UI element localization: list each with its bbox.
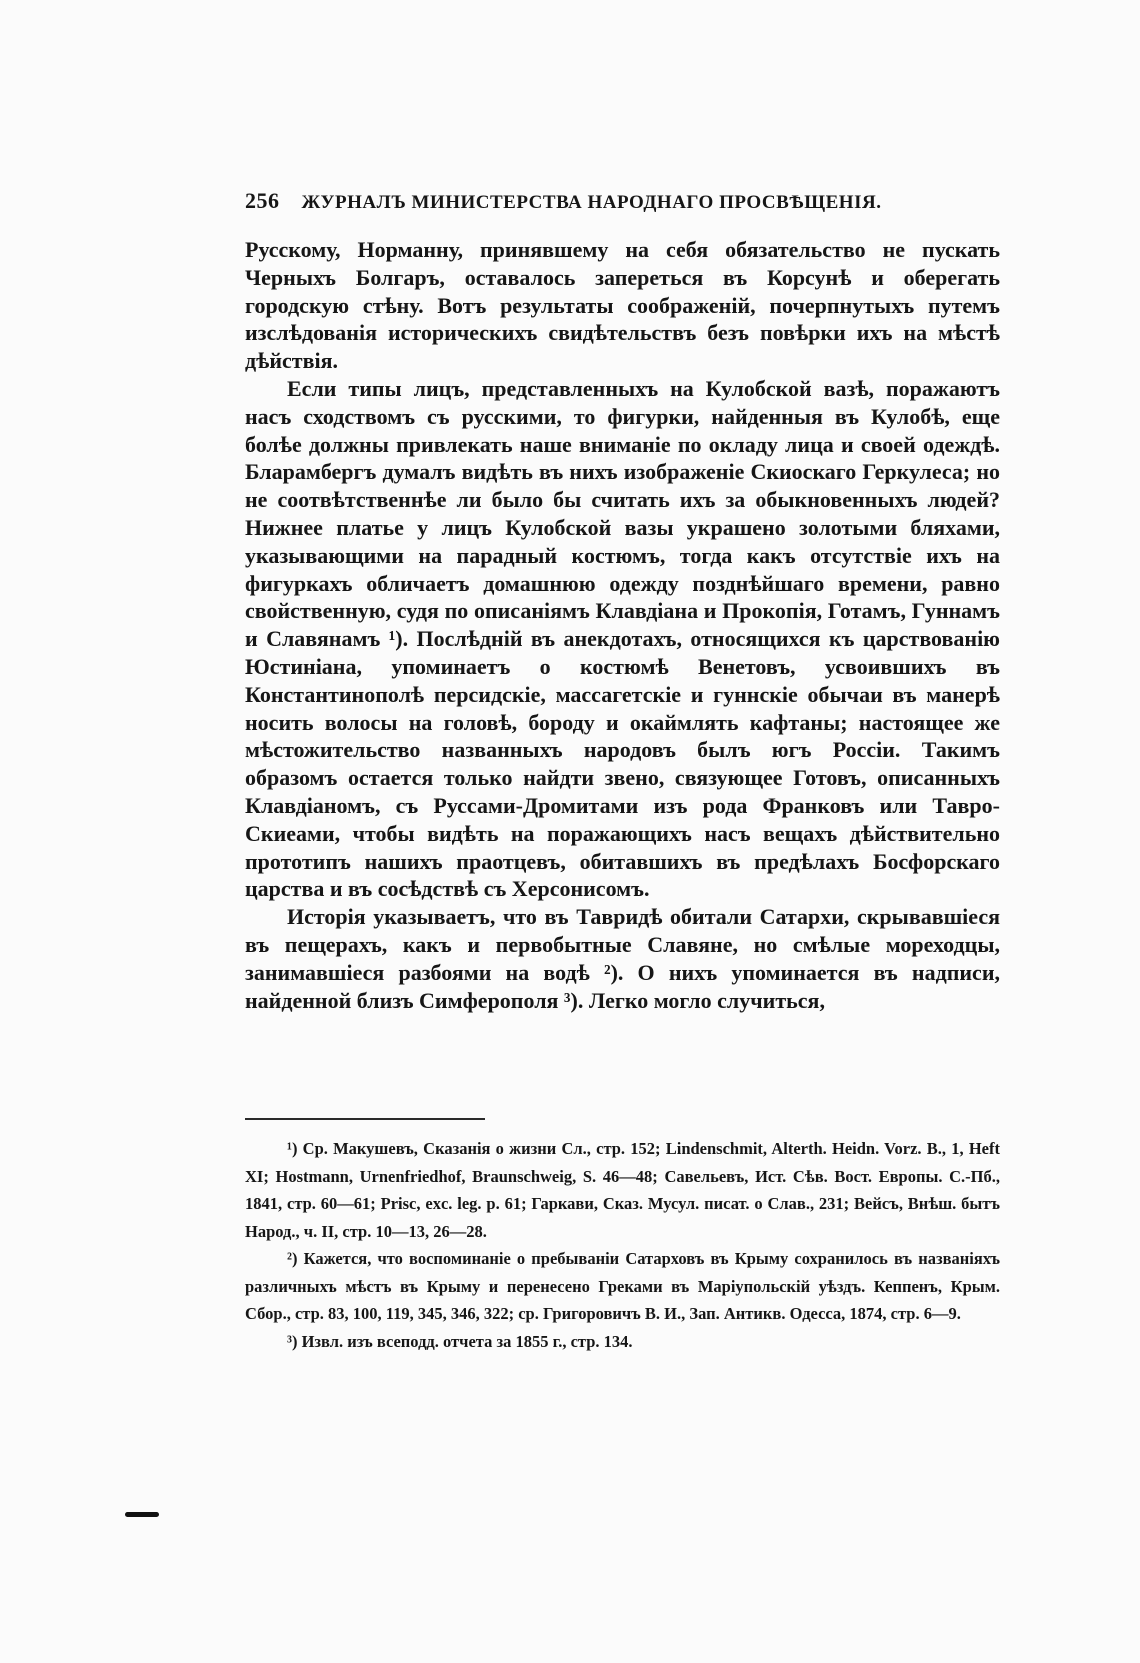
footnote: ³) Извл. изъ всеподд. отчета за 1855 г., стр. 134.: [287, 1331, 633, 1351]
footnote: ²) Кажется, что воспоминаніе о пребываніи Сатарховъ въ Крыму сохранилось въ названіяхъ различныхъ мѣстъ въ Крыму и перенесено Греками въ Маріупольскій уѣздъ. Кеппенъ, Крым. Сбор., стр. 83, 100, 119, 345, 346, 322; ср. Григоровичъ В. И., Зап. Антикв. Одесса, 1874, стр. 6—9.: [245, 1249, 1000, 1323]
running-title: ЖУРНАЛЪ МИНИСТЕРСТВА НАРОДНАГО ПРОСВѢЩЕНІЯ.: [301, 192, 882, 213]
running-header: [245, 188, 960, 214]
paragraph: Исторія указываетъ, что въ Тавридѣ обитали Сатархи, скрывавшіеся въ пещерахъ, какъ и первобытные Славяне, но смѣлые мореходцы, занимавшіеся разбоями на водѣ ²). О нихъ упоминается въ надписи, найденной близъ Симферополя ³). Легко могло случиться,: [245, 904, 1000, 1013]
paragraph: Русскому, Норманну, принявшему на себя обязательство не пускать Черныхъ Болгаръ, оставалось запереться въ Корсунѣ и оберегать городскую стѣну. Вотъ результаты соображеній, почерпнутыхъ путемъ изслѣдованія историческихъ свидѣтельствъ безъ повѣрки ихъ на мѣстѣ дѣйствія.: [245, 237, 1000, 374]
footnotes: [245, 1135, 1000, 1355]
page-number: 256: [245, 188, 280, 213]
margin-mark: [125, 1512, 159, 1517]
footnote-separator: [245, 1118, 485, 1120]
main-text: [245, 236, 1000, 1014]
footnote: ¹) Ср. Макушевъ, Сказанія о жизни Сл., стр. 152; Lindenschmit, Alterth. Heidn. Vorz. B., 1, Heft XI; Hostmann, Urnenfriedhof, Braunschweig, S. 46—48; Савельевъ, Ист. Сѣв. Вост. Европы. С.-Пб., 1841, стр. 60—61; Prisc, exc. leg. p. 61; Гаркави, Сказ. Мусул. писат. о Слав., 231; Вейсъ, Внѣш. бытъ Народ., ч. II, стр. 10—13, 26—28.: [245, 1139, 1000, 1241]
paragraph: Если типы лицъ, представленныхъ на Кулобской вазѣ, поражаютъ насъ сходствомъ съ русскими, то фигурки, найденныя въ Кулобѣ, еще болѣе должны привлекать наше вниманіе по окладу лица и своей одеждѣ. Бларамбергъ думалъ видѣть въ нихъ изображеніе Скиоскаго Геркулеса; но не соотвѣтственнѣе ли было бы считать ихъ за обыкновенныхъ людей? Нижнее платье у лицъ Кулобской вазы украшено золотыми бляхами, указывающими на парадный костюмъ, тогда какъ отсутствіе ихъ на фигуркахъ обличаетъ домашнюю одежду позднѣйшаго времени, равно свойственную, судя по описаніямъ Клавдіана и Прокопія, Готамъ, Гуннамъ и Славянамъ ¹). Послѣдній въ анекдотахъ, относящихся къ царствованію Юстиніана, упоминаетъ о костюмѣ Венетовъ, усвоившихъ въ Константинополѣ персидскіе, массагетскіе и гуннскіе обычаи въ манерѣ носить волосы на головѣ, бороду и окаймлять кафтаны; настоящее же мѣстожительство названныхъ народовъ былъ югъ Россіи. Такимъ образомъ остается только найдти звено, связующее Готовъ, описанныхъ Клавдіаномъ, съ Руссами-Дромитами изъ рода Франковъ или Тавро-Скиеами, чтобы видѣть на поражающихъ насъ вещахъ дѣйствительно прототипъ нашихъ праотцевъ, обитавшихъ въ предѣлахъ Босфорскаго царства и въ сосѣдствѣ съ Херсонисомъ.: [245, 375, 1000, 902]
